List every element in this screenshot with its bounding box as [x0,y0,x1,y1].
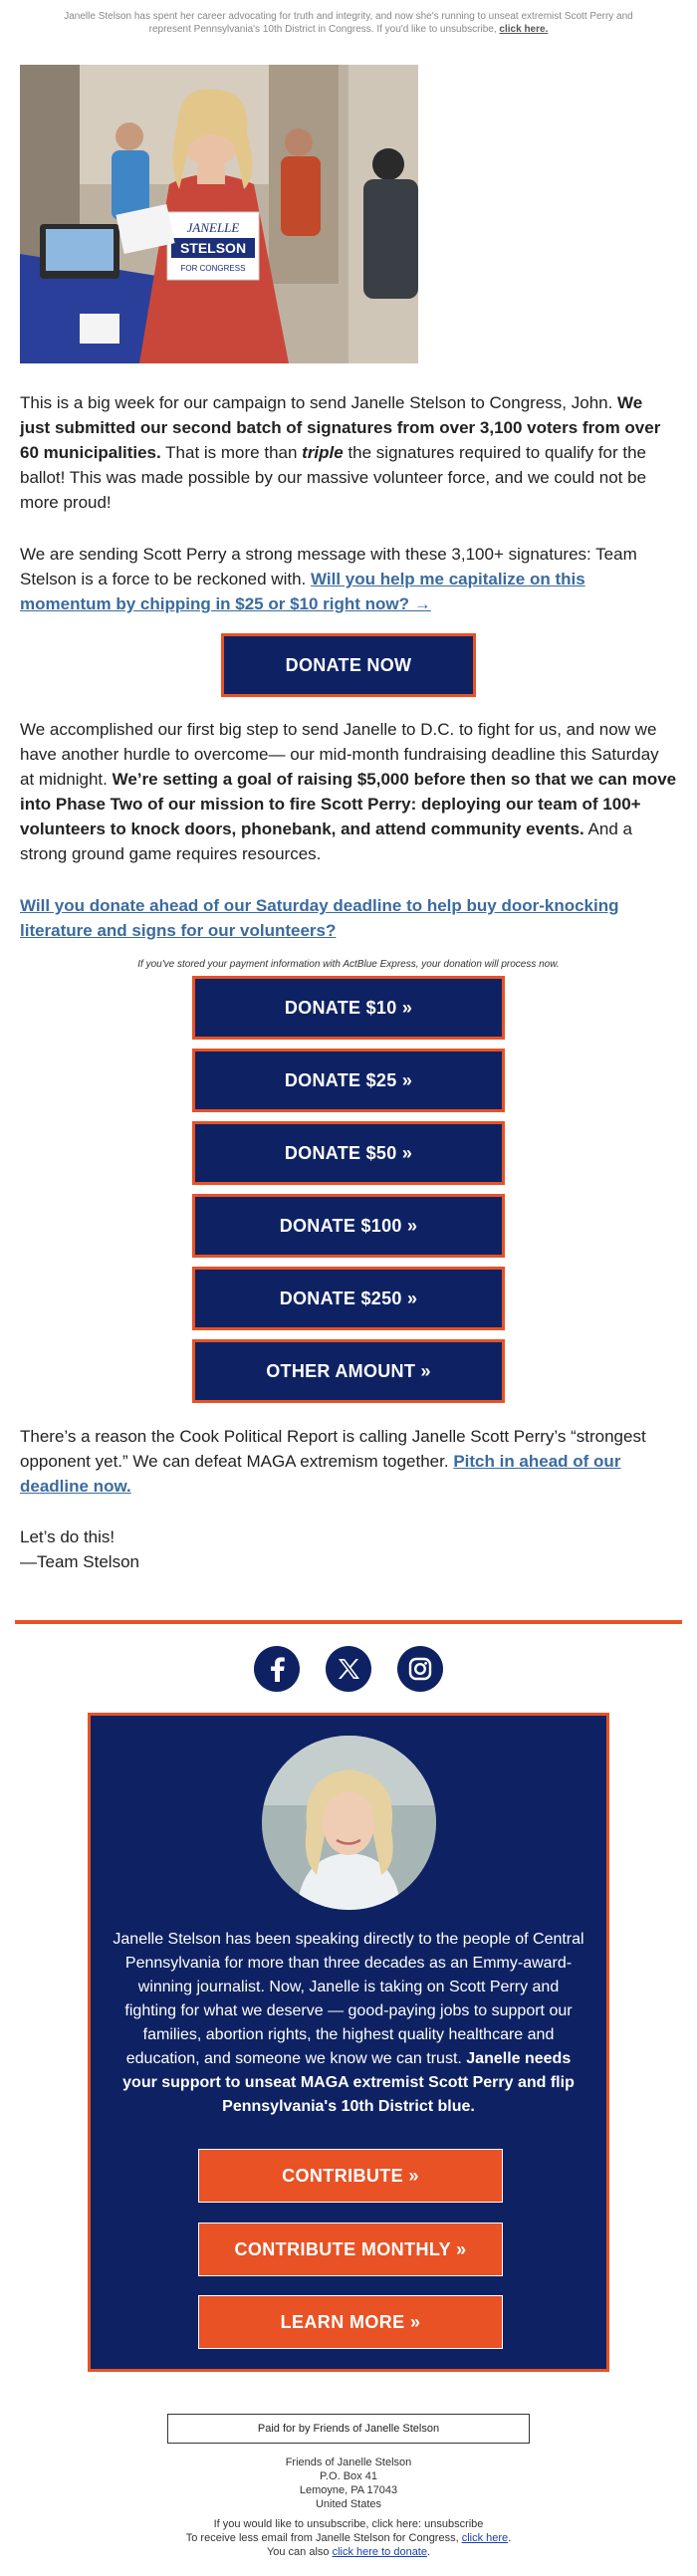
bio-text-bold: Janelle needs your support to unseat MAGA extremist Scott Perry and flip Pennsylvania's 10th District blue. [122,2050,575,2115]
sign-bottom-text: FOR CONGRESS [180,264,246,273]
contribute-monthly-button[interactable]: CONTRIBUTE MONTHLY » [198,2223,503,2276]
contribute-button[interactable]: CONTRIBUTE » [198,2149,503,2203]
para3-text-c: And a strong ground game requires resources. [20,820,632,863]
footer-less-email: To receive less email from Janelle Stelson for Congress, click here. [185,2532,512,2544]
hero-photo-illustration [20,65,418,363]
preheader-text: Janelle Stelson has spent her career advocating for truth and integrity, and now she's running to unseat extremist Scott Perry and represent Pennsylvania's 10th District in Congress. If you'd like to unsubscribe, [64,11,633,35]
donate-25-button[interactable]: DONATE $25 » [192,1049,505,1112]
paragraph-signatures [20,390,677,515]
less-email-link[interactable]: click here [461,2532,509,2544]
footer-po: P.O. Box 41 [320,2470,377,2482]
donate-10-button[interactable]: DONATE $10 » [192,976,505,1040]
donate-now-button[interactable]: DONATE NOW [221,633,476,697]
actblue-note: If you've stored your payment information with ActBlue Express, your donation will process now. [137,959,560,970]
para3-text-bold: We’re setting a goal of raising $5,000 before then so that we can move into Phase Two of our mission to fire Scott Perry: deploying our team of 100+ volunteers to knock doors, phonebank, and attend community events. [20,770,677,838]
instagram-icon[interactable] [397,1646,443,1692]
paid-for-box [167,2414,530,2444]
donate-250-button[interactable]: DONATE $250 » [192,1267,505,1330]
footer-country: United States [315,2498,382,2510]
paid-for-text: Paid for by Friends of Janelle Stelson [257,2423,440,2435]
footer-org: Friends of Janelle Stelson [285,2457,412,2468]
donate-100-button[interactable]: DONATE $100 » [192,1194,505,1258]
footer-unsubscribe[interactable]: If you would like to unsubscribe, click here: unsubscribe [213,2518,484,2530]
footer-less-email-text: To receive less email from Janelle Stelson for Congress, [185,2532,459,2544]
footer-divider [15,1620,682,1624]
paragraph-cook-report [20,1424,677,1499]
footer-donate: You can also click here to donate. [266,2546,431,2558]
signoff [20,1524,677,1574]
para3-text-a: We accomplished our first big step to send Janelle to D.C. to fight for us, and now we have another hurdle to overcome— our mid-month fundraising deadline this Saturday at midnight. [20,720,659,789]
signoff-line2: —Team Stelson [20,1552,139,1571]
sign-top-text: JANELLE [186,220,240,235]
para1-text-triple: triple [302,443,344,462]
bio-text [113,1928,584,2119]
para1-text-a: This is a big week for our campaign to send Janelle Stelson to Congress, John. [20,393,618,412]
x-icon[interactable] [326,1646,371,1692]
unsubscribe-link[interactable]: click here. [499,24,549,35]
para1-text-bold: We just submitted our second batch of signatures from over 3,100 voters from over 60 municipalities. [20,393,661,462]
bio-text-a: Janelle Stelson has been speaking directly to the people of Central Pennsylvania for more than three decades as an Emmy-award-winning journalist. Now, Janelle is taking on Scott Perry and fighting for what we deserve — good-paying jobs to support our families, abortion rights, the highest quality healthcare and education, and someone we know we can trust. [113,1931,584,2067]
para5-text: There’s a reason the Cook Political Report is calling Janelle Scott Perry’s “strongest opponent yet.” We can defeat MAGA extremism together. [20,1427,646,1471]
sign-mid-text: STELSON [179,240,247,256]
facebook-icon[interactable] [254,1646,300,1692]
footer-donate-text: You can also [266,2546,330,2558]
footer-city: Lemoyne, PA 17043 [299,2484,398,2496]
preheader [0,0,697,36]
paragraph-deadline [20,717,677,866]
paragraph-donate-ahead [20,893,677,943]
bio-card [88,1713,609,2372]
para2-text: We are sending Scott Perry a strong message with these 3,100+ signatures: Team Stelson is a force to be reckoned with. [20,545,637,588]
pitch-in-link[interactable]: Pitch in ahead of our deadline now. [20,1452,621,1496]
social-links [0,1646,697,1692]
para1-text-c: That is more than [160,443,303,462]
footer-donate-link[interactable]: click here to donate [332,2546,427,2558]
footer-address [0,2456,697,2559]
signoff-line1: Let’s do this! [20,1527,116,1546]
para1-text-e: the signatures required to qualify for the ballot! This was made possible by our massive volunteer force, and we could not be more proud! [20,443,647,512]
donate-50-button[interactable]: DONATE $50 » [192,1121,505,1185]
hero-photo [20,65,418,363]
donate-ahead-link[interactable]: Will you donate ahead of our Saturday deadline to help buy door-knocking literature and signs for our volunteers? [20,896,619,940]
paragraph-message [20,542,677,616]
candidate-avatar [262,1736,436,1910]
learn-more-button[interactable]: LEARN MORE » [198,2295,503,2349]
chip-in-link[interactable]: Will you help me capitalize on this momentum by chipping in $25 or $10 right now? → [20,570,585,613]
other-amount-button[interactable]: OTHER AMOUNT » [192,1339,505,1403]
